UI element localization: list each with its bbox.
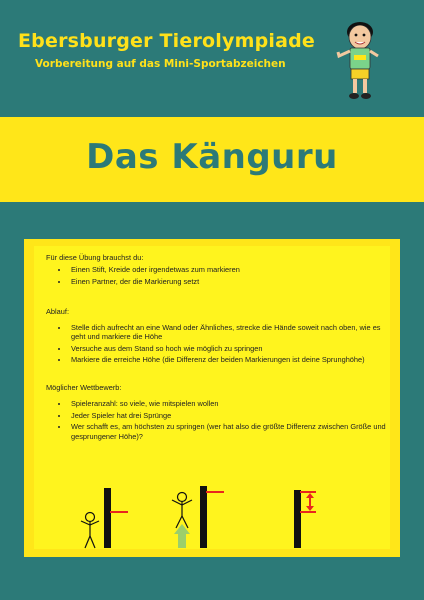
steps-list xyxy=(46,323,386,365)
page-subtitle: Vorbereitung auf das Mini-Sportabzeichen xyxy=(35,58,286,70)
stick-figure-reach-icon xyxy=(81,488,128,548)
list-item: • Versuche aus dem Stand so hoch wie möglich zu springen xyxy=(69,344,386,353)
exercise-title: Das Känguru xyxy=(86,137,338,177)
list-item: • Markiere die erreiche Höhe (die Differenz der beiden Markierungen ist deine Sprunghöhe) xyxy=(69,355,386,364)
page-title: Ebersburger Tierolympiade xyxy=(18,30,316,52)
height-difference-icon xyxy=(294,490,316,548)
mascot-boy-illustration xyxy=(336,18,388,104)
list-item: • Einen Stift, Kreide oder irgendetwas zum markieren xyxy=(69,265,386,274)
materials-intro: Für diese Übung brauchst du: xyxy=(46,253,144,262)
instruction-text xyxy=(46,253,386,443)
list-item: • Wer schafft es, am höchsten zu springen (wer hat also die größte Differenz zwischen Größe und gesprungener Höhe)? xyxy=(69,422,386,441)
instruction-panel xyxy=(34,246,390,549)
stick-figure-jump-icon xyxy=(172,486,224,548)
rules-list xyxy=(46,399,386,441)
wettbewerb-heading: Möglicher Wettbewerb: xyxy=(46,382,122,392)
ablauf-heading: Ablauf: xyxy=(46,306,70,316)
list-item: • Stelle dich aufrecht an eine Wand oder Ähnliches, strecke die Hände soweit nach oben, wie es geht und markiere die Höhe xyxy=(69,323,386,342)
list-item: • Einen Partner, der die Markierung setzt xyxy=(69,277,386,286)
materials-list xyxy=(46,265,386,286)
list-item: • Spieleranzahl: so viele, wie mitspielen wollen xyxy=(69,399,386,408)
header xyxy=(0,0,424,108)
instruction-card xyxy=(24,239,400,557)
list-item: • Jeder Spieler hat drei Sprünge xyxy=(69,411,386,420)
jump-illustration xyxy=(66,486,316,550)
title-banner xyxy=(0,117,424,202)
